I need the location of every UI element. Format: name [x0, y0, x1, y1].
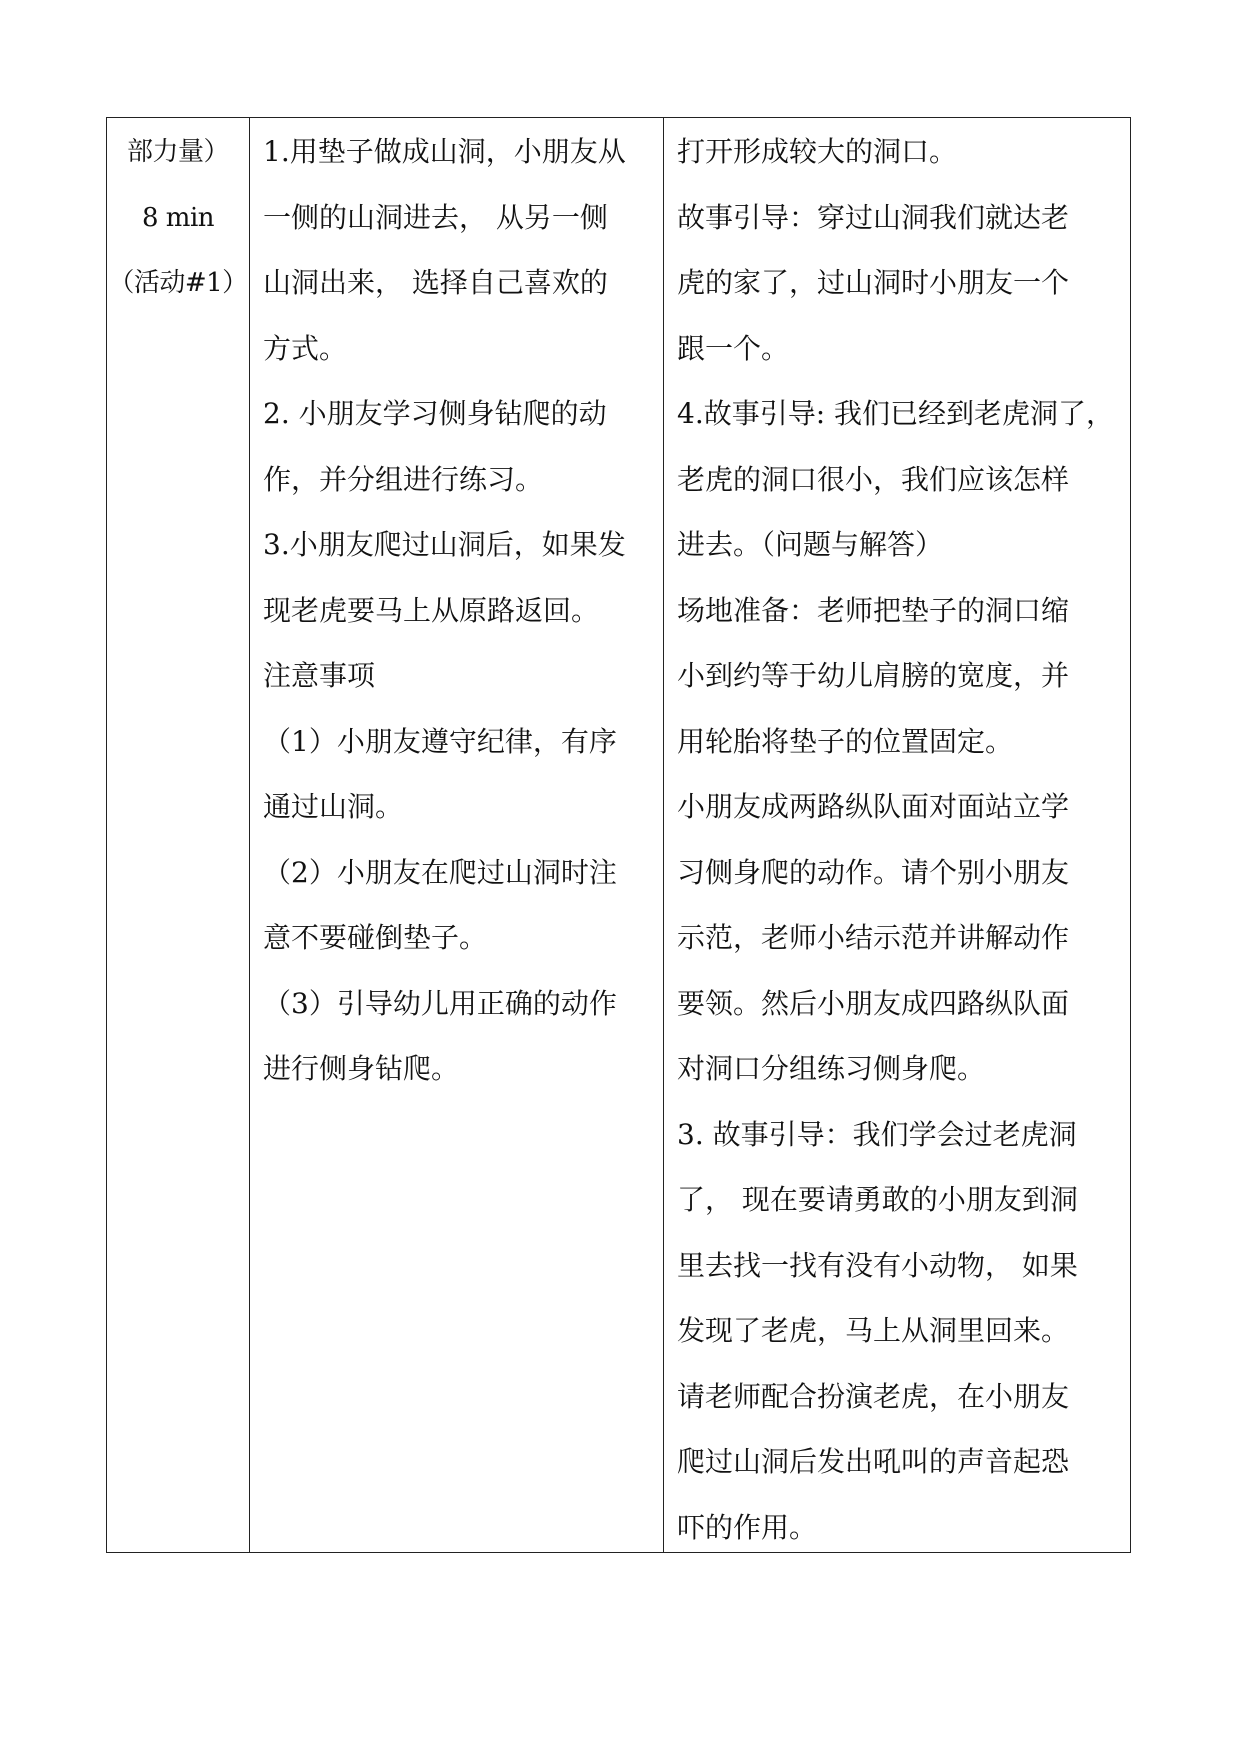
guidance-line: 对洞口分组练习侧身爬。 — [677, 1052, 986, 1085]
section-label: 部力量） — [126, 137, 229, 167]
content-line: 意不要碰倒垫子。 — [263, 921, 488, 954]
content-line: （2）小朋友在爬过山洞时注 — [263, 855, 617, 889]
guidance-line: 老虎的洞口很小，我们应该怎样 — [677, 462, 1070, 496]
content-line: 1.用垫子做成山洞，小朋友从 — [263, 135, 626, 168]
content-line: 山洞出来， 选择自己喜欢的 — [263, 266, 608, 299]
content-line: 进行侧身钻爬。 — [263, 1052, 460, 1085]
content-line: 3.小朋友爬过山洞后，如果发 — [263, 528, 626, 561]
notes-heading: 注意事项 — [263, 659, 376, 692]
guidance-line: 场地准备：老师把垫子的洞口缩 — [677, 593, 1070, 627]
content-line: 方式。 — [263, 331, 348, 365]
content-line: （3）引导幼儿用正确的动作 — [263, 986, 617, 1020]
guidance-line: 3. 故事引导：我们学会过老虎洞 — [677, 1117, 1077, 1151]
guidance-line: 习侧身爬的动作。请个别小朋友 — [677, 855, 1070, 889]
content-line: 现老虎要马上从原路返回。 — [263, 593, 600, 627]
activity-label: （活动#1） — [108, 268, 248, 298]
activity-content-column — [250, 118, 664, 1552]
content-line: 通过山洞。 — [263, 790, 404, 823]
content-line: 一侧的山洞进去， 从另一侧 — [263, 200, 608, 234]
content-line: （1）小朋友遵守纪律，有序 — [263, 724, 617, 758]
content-line: 2. 小朋友学习侧身钻爬的动 — [263, 397, 607, 430]
guidance-column — [664, 118, 1130, 1552]
guidance-line: 4.故事引导: 我们已经到老虎洞了， — [677, 397, 1115, 430]
guidance-line: 打开形成较大的洞口。 — [677, 135, 958, 168]
guidance-line: 用轮胎将垫子的位置固定。 — [677, 724, 1014, 758]
guidance-line: 小朋友成两路纵队面对面站立学 — [677, 790, 1070, 823]
guidance-line: 请老师配合扮演老虎，在小朋友 — [677, 1379, 1070, 1413]
time-column — [107, 118, 250, 1552]
guidance-line: 爬过山洞后发出吼叫的声音起恐 — [677, 1445, 1070, 1478]
guidance-line: 吓的作用。 — [677, 1510, 818, 1544]
lesson-plan-table — [106, 117, 1131, 1553]
content-line: 作，并分组进行练习。 — [263, 462, 544, 496]
guidance-line: 了， 现在要请勇敢的小朋友到洞 — [677, 1183, 1078, 1216]
guidance-line: 跟一个。 — [677, 331, 790, 365]
guidance-line: 里去找一找有没有小动物， 如果 — [677, 1248, 1078, 1282]
guidance-line: 虎的家了，过山洞时小朋友一个 — [677, 266, 1070, 299]
guidance-line: 小到约等于幼儿肩膀的宽度，并 — [677, 659, 1070, 692]
guidance-line: 发现了老虎，马上从洞里回来。 — [677, 1314, 1070, 1347]
guidance-line: 进去。（问题与解答） — [677, 528, 944, 561]
duration-label: 8 min — [141, 202, 215, 233]
guidance-line: 要领。然后小朋友成四路纵队面 — [677, 986, 1070, 1020]
guidance-line: 故事引导：穿过山洞我们就达老 — [677, 200, 1070, 234]
guidance-line: 示范，老师小结示范并讲解动作 — [677, 921, 1070, 954]
